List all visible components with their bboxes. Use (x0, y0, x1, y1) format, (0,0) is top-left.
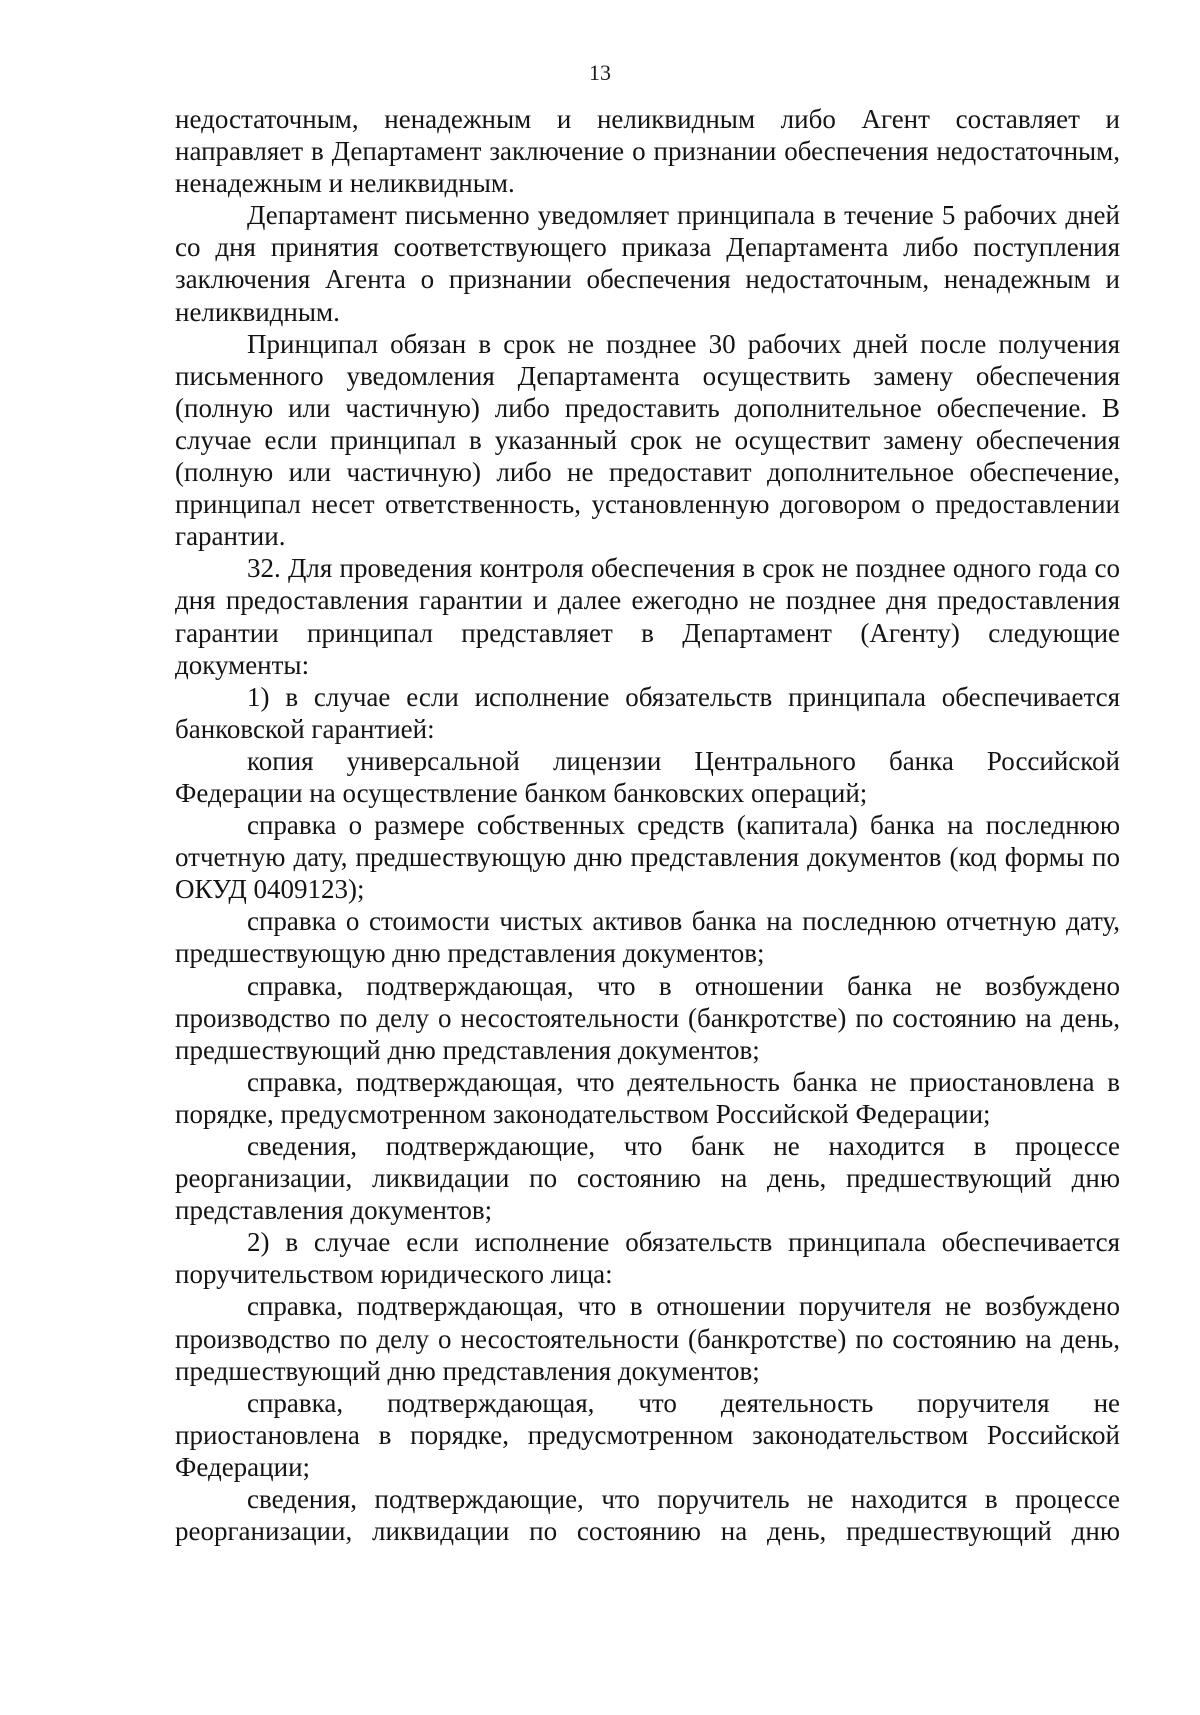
paragraph-department-notice: Департамент письменно уведомляет принципала в течение 5 рабочих дней со дня принятия соответствующего приказа Департамента либо поступления заключения Агента о признании обеспечения недостаточным, ненадежным и неликвидным. (175, 200, 1120, 327)
paragraph-continuation: недостаточным, ненадежным и неликвидным либо Агент составляет и направляет в Департамент заключение о признании обеспечения недостаточным, ненадежным и неликвидным. (175, 104, 1120, 199)
paragraph-capital-certificate: справка о размере собственных средств (капитала) банка на последнюю отчетную дату, предшествующую дню представления документов (код формы по ОКУД 0409123); (175, 810, 1120, 905)
paragraph-bank-reorganization-info: сведения, подтверждающие, что банк не находится в процессе реорганизации, ликвидации по состоянию на день, предшествующий дню представления документов; (175, 1131, 1120, 1226)
paragraph-license-copy: копия универсальной лицензии Центрального банка Российской Федерации на осуществление банком банковских операций; (175, 745, 1120, 808)
paragraph-guarantor-reorganization-info: сведения, подтверждающие, что поручитель не находится в процессе реорганизации, ликвидации по состоянию на день, предшествующий дню (175, 1484, 1120, 1547)
paragraph-guarantor-activity-certificate: справка, подтверждающая, что деятельность поручителя не приостановлена в порядке, предусмотренном законодательством Российской Федерации; (175, 1387, 1120, 1482)
page-number: 13 (589, 60, 611, 85)
paragraph-subitem-2: 2) в случае если исполнение обязательств принципала обеспечивается поручительством юридического лица: (175, 1227, 1120, 1290)
paragraph-net-assets-certificate: справка о стоимости чистых активов банка на последнюю отчетную дату, предшествующую дню представления документов; (175, 906, 1120, 969)
paragraph-bank-activity-certificate: справка, подтверждающая, что деятельность банка не приостановлена в порядке, предусмотренном законодательством Российской Федерации; (175, 1066, 1120, 1129)
paragraph-bank-bankruptcy-certificate: справка, подтверждающая, что в отношении банка не возбуждено производство по делу о несостоятельности (банкротстве) по состоянию на день, предшествующий дню представления документов; (175, 970, 1120, 1065)
paragraph-principal-obligation: Принципал обязан в срок не позднее 30 рабочих дней после получения письменного уведомления Департамента осуществить замену обеспечения (полную или частичную) либо предоставить дополнительное обеспечение. В случае если принципал в указанный срок не осуществит замену обеспечения (полную или частичную) либо не предоставит дополнительное обеспечение, принципал несет ответственность, установленную договором о предоставлении гарантии. (175, 328, 1120, 552)
document-body (175, 103, 1120, 1547)
paragraph-subitem-1: 1) в случае если исполнение обязательств принципала обеспечивается банковской гарантией: (175, 681, 1120, 744)
paragraph-guarantor-bankruptcy-certificate: справка, подтверждающая, что в отношении поручителя не возбуждено производство по делу о несостоятельности (банкротстве) по состоянию на день, предшествующий дню представления документов; (175, 1291, 1120, 1386)
paragraph-item-32: 32. Для проведения контроля обеспечения в срок не позднее одного года со дня предоставления гарантии и далее ежегодно не позднее дня предоставления гарантии принципал представляет в Департамент (Агенту) следующие документы: (175, 553, 1120, 680)
